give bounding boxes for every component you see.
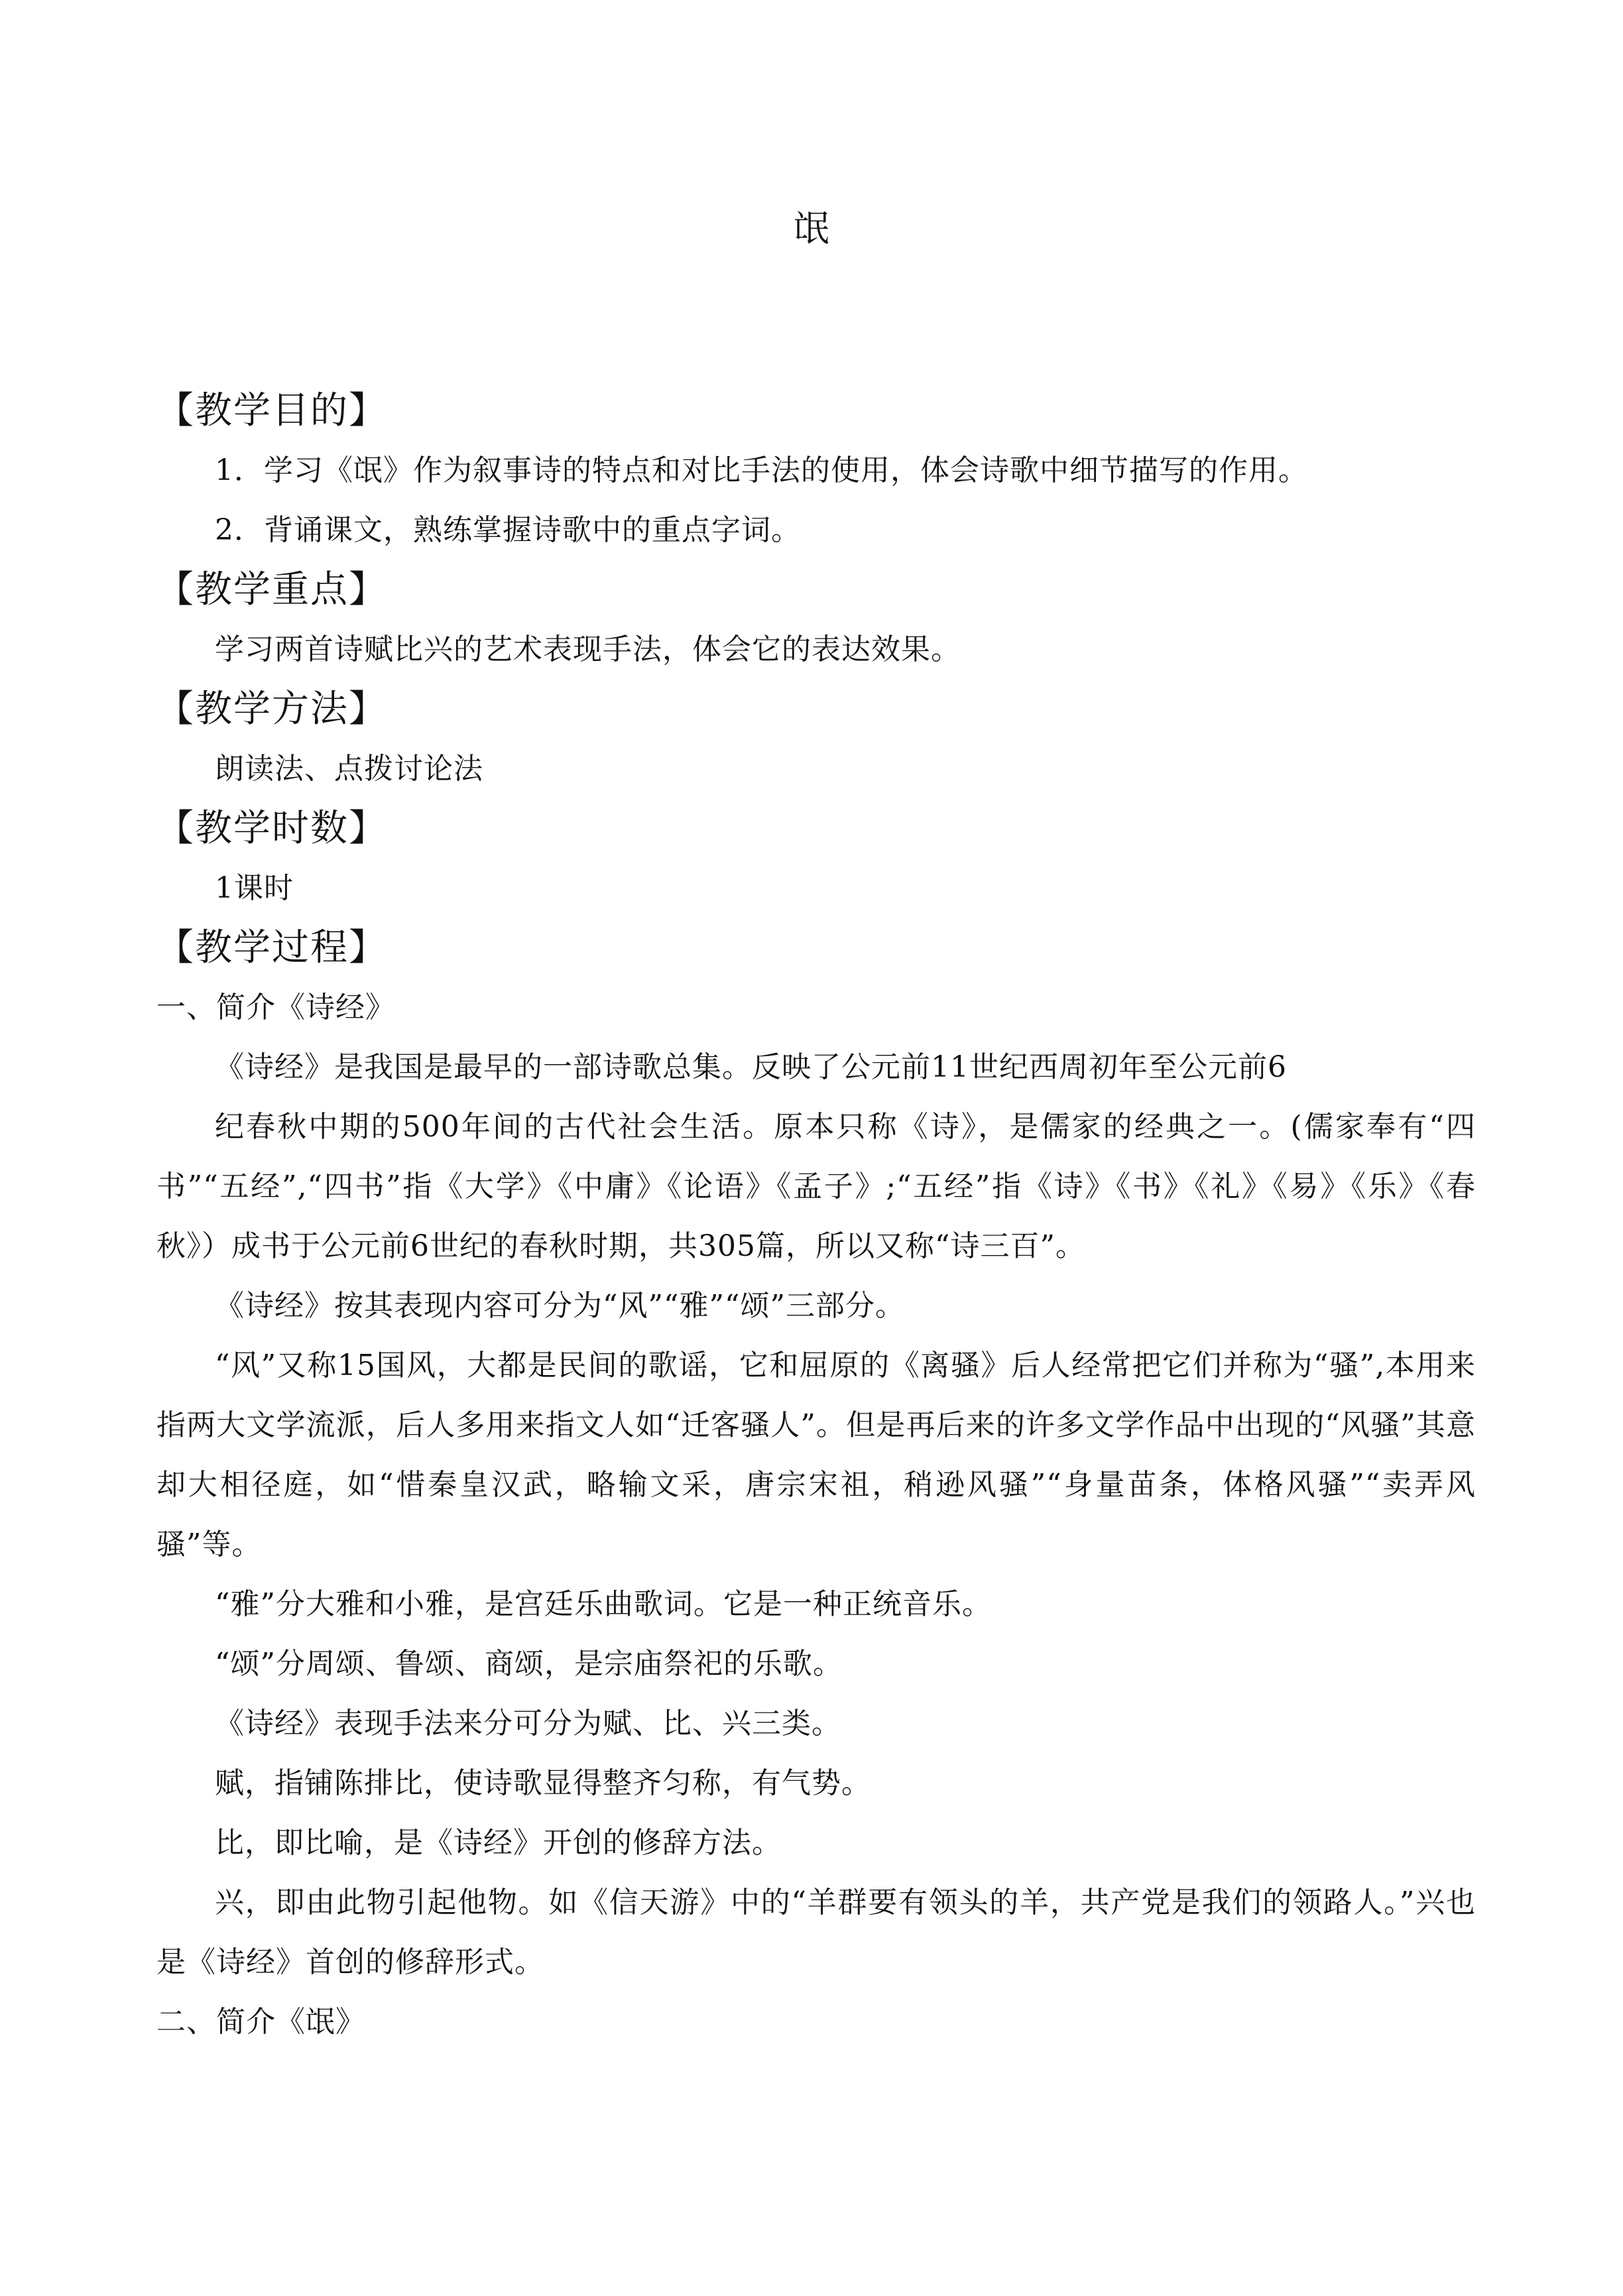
shijing-paragraph-1: 《诗经》是我国是最早的一部诗歌总集。反映了公元前11世纪西周初年至公元前6 — [215, 1050, 1287, 1084]
shijing-paragraph-3: 《诗经》按其表现内容可分为“风”“雅”“颂”三部分。 — [215, 1289, 905, 1323]
shijing-paragraph-10: 兴，即由此物引起他物。如《信天游》中的“羊群要有领头的羊，共产党是我们的领路人。”兴也是《诗经》首创的修辞形式。 — [156, 1886, 1476, 1979]
document-title: 氓 — [794, 208, 829, 249]
shijing-paragraph-6: “颂”分周颂、鲁颂、商颂，是宗庙祭祀的乐歌。 — [215, 1647, 843, 1681]
goal-paragraph-1: 1．学习《氓》作为叙事诗的特点和对比手法的使用，体会诗歌中细节描写的作用。 — [215, 453, 1308, 487]
process-part1-title: 一、简介《诗经》 — [156, 991, 395, 1024]
shijing-paragraph-4: “风”又称15国风，大都是民间的歌谣，它和屈原的《离骚》后人经常把它们并称为“骚”,本用来指两大文学流派，后人多用来指文人如“迁客骚人”。但是再后来的许多文学作品中出现的“风骚”其意却大相径庭，如“惜秦皇汉武，略输文采，唐宗宋祖，稍逊风骚”“身量苗条，体格风骚”“卖弄风骚”等。 — [156, 1349, 1476, 1561]
heading-teaching-goals: 【教学目的】 — [156, 389, 387, 432]
shijing-paragraph-5: “雅”分大雅和小雅，是宫廷乐曲歌词。它是一种正统音乐。 — [215, 1587, 992, 1621]
hours-paragraph: 1课时 — [215, 871, 294, 905]
focus-paragraph: 学习两首诗赋比兴的艺术表现手法，体会它的表达效果。 — [215, 633, 961, 666]
heading-teaching-hours: 【教学时数】 — [156, 807, 387, 850]
process-part2-title: 二、简介《氓》 — [156, 2005, 365, 2039]
shijing-paragraph-2: 纪春秋中期的500年间的古代社会生活。原本只称《诗》，是儒家的经典之一。(儒家奉有“四书”“五经”,“四书”指《大学》《中庸》《论语》《孟子》;“五经”指《诗》《书》《礼》《易》《乐》《春秋》）成书于公元前6世纪的春秋时期，共305篇，所以又称“诗三百”。 — [156, 1110, 1476, 1263]
heading-teaching-methods: 【教学方法】 — [156, 688, 387, 731]
shijing-paragraph-8: 赋，指铺陈排比，使诗歌显得整齐匀称，有气势。 — [215, 1766, 871, 1800]
methods-paragraph: 朗读法、点拨讨论法 — [215, 752, 483, 786]
heading-teaching-process: 【教学过程】 — [156, 926, 387, 969]
goal-paragraph-2: 2．背诵课文，熟练掌握诗歌中的重点字词。 — [215, 513, 801, 547]
heading-teaching-focus: 【教学重点】 — [156, 568, 387, 611]
shijing-paragraph-9: 比，即比喻，是《诗经》开创的修辞方法。 — [215, 1826, 782, 1860]
shijing-paragraph-7: 《诗经》表现手法来分可分为赋、比、兴三类。 — [215, 1707, 841, 1740]
document-body — [156, 381, 1476, 2052]
